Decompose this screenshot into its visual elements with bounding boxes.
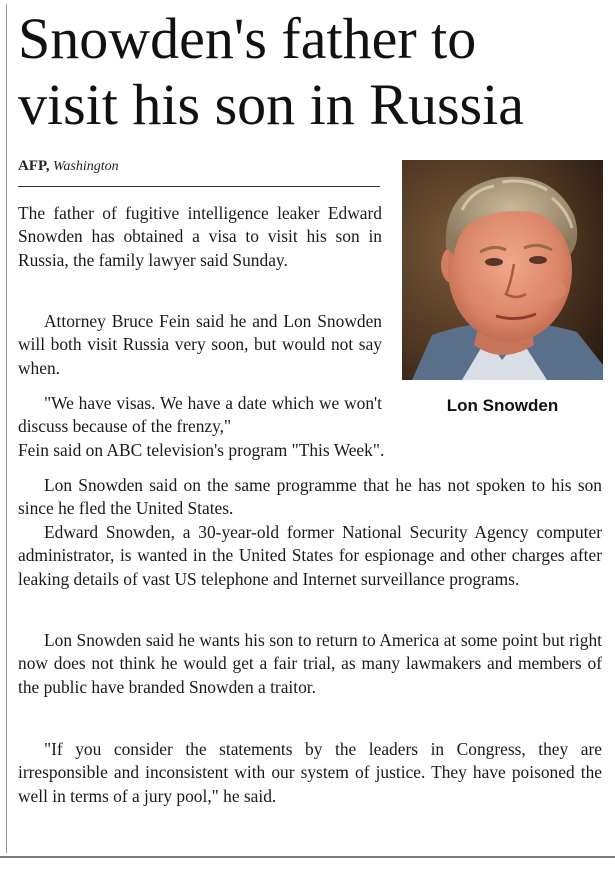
paragraph-1: The father of fugitive intelligence leaker Edward Snowden has obtained a visa to visit his son in Russia, the family lawyer said Sunday. — [18, 203, 382, 270]
paragraph-3-continued: Fein said on ABC television's program "This Week". — [18, 440, 385, 460]
headline-line-2: visit his son in Russia — [18, 72, 524, 137]
paragraph-4: Lon Snowden said on the same programme that he has not spoken to his son since he fled the United States. — [18, 475, 602, 519]
paragraph-7: "If you consider the statements by the leaders in Congress, they are irresponsible and inconsistent with our system of justice. They have poisoned the well in terms of a jury pool," he said. — [18, 739, 602, 806]
dateline-divider — [18, 186, 380, 187]
headline-line-1: Snowden's father to — [18, 6, 477, 71]
paragraph-6: Lon Snowden said he wants his son to return to America at some point but right now does not think he would get a fair trial, as many lawmakers and members of the public have branded Snowden a traitor. — [18, 630, 602, 697]
paragraph-2: Attorney Bruce Fein said he and Lon Snowden will both visit Russia very soon, but would not say when. — [18, 311, 382, 378]
paragraph-3: "We have visas. We have a date which we won't discuss because of the frenzy," — [18, 393, 382, 437]
photo-caption: Lon Snowden — [446, 396, 559, 415]
news-agency: AFP, — [18, 158, 50, 174]
headline — [18, 6, 608, 138]
portrait-illustration — [402, 160, 603, 380]
dateline-place: Washington — [53, 159, 119, 174]
paragraph-5: Edward Snowden, a 30-year-old former National Security Agency computer administrator, is wanted in the United States for espionage and other charges after leaking details of vast US telephone and Internet surveillance programs. — [18, 522, 602, 589]
dateline — [18, 158, 119, 175]
bottom-divider — [0, 856, 615, 858]
column-divider — [6, 4, 7, 853]
portrait-photo — [402, 160, 603, 380]
